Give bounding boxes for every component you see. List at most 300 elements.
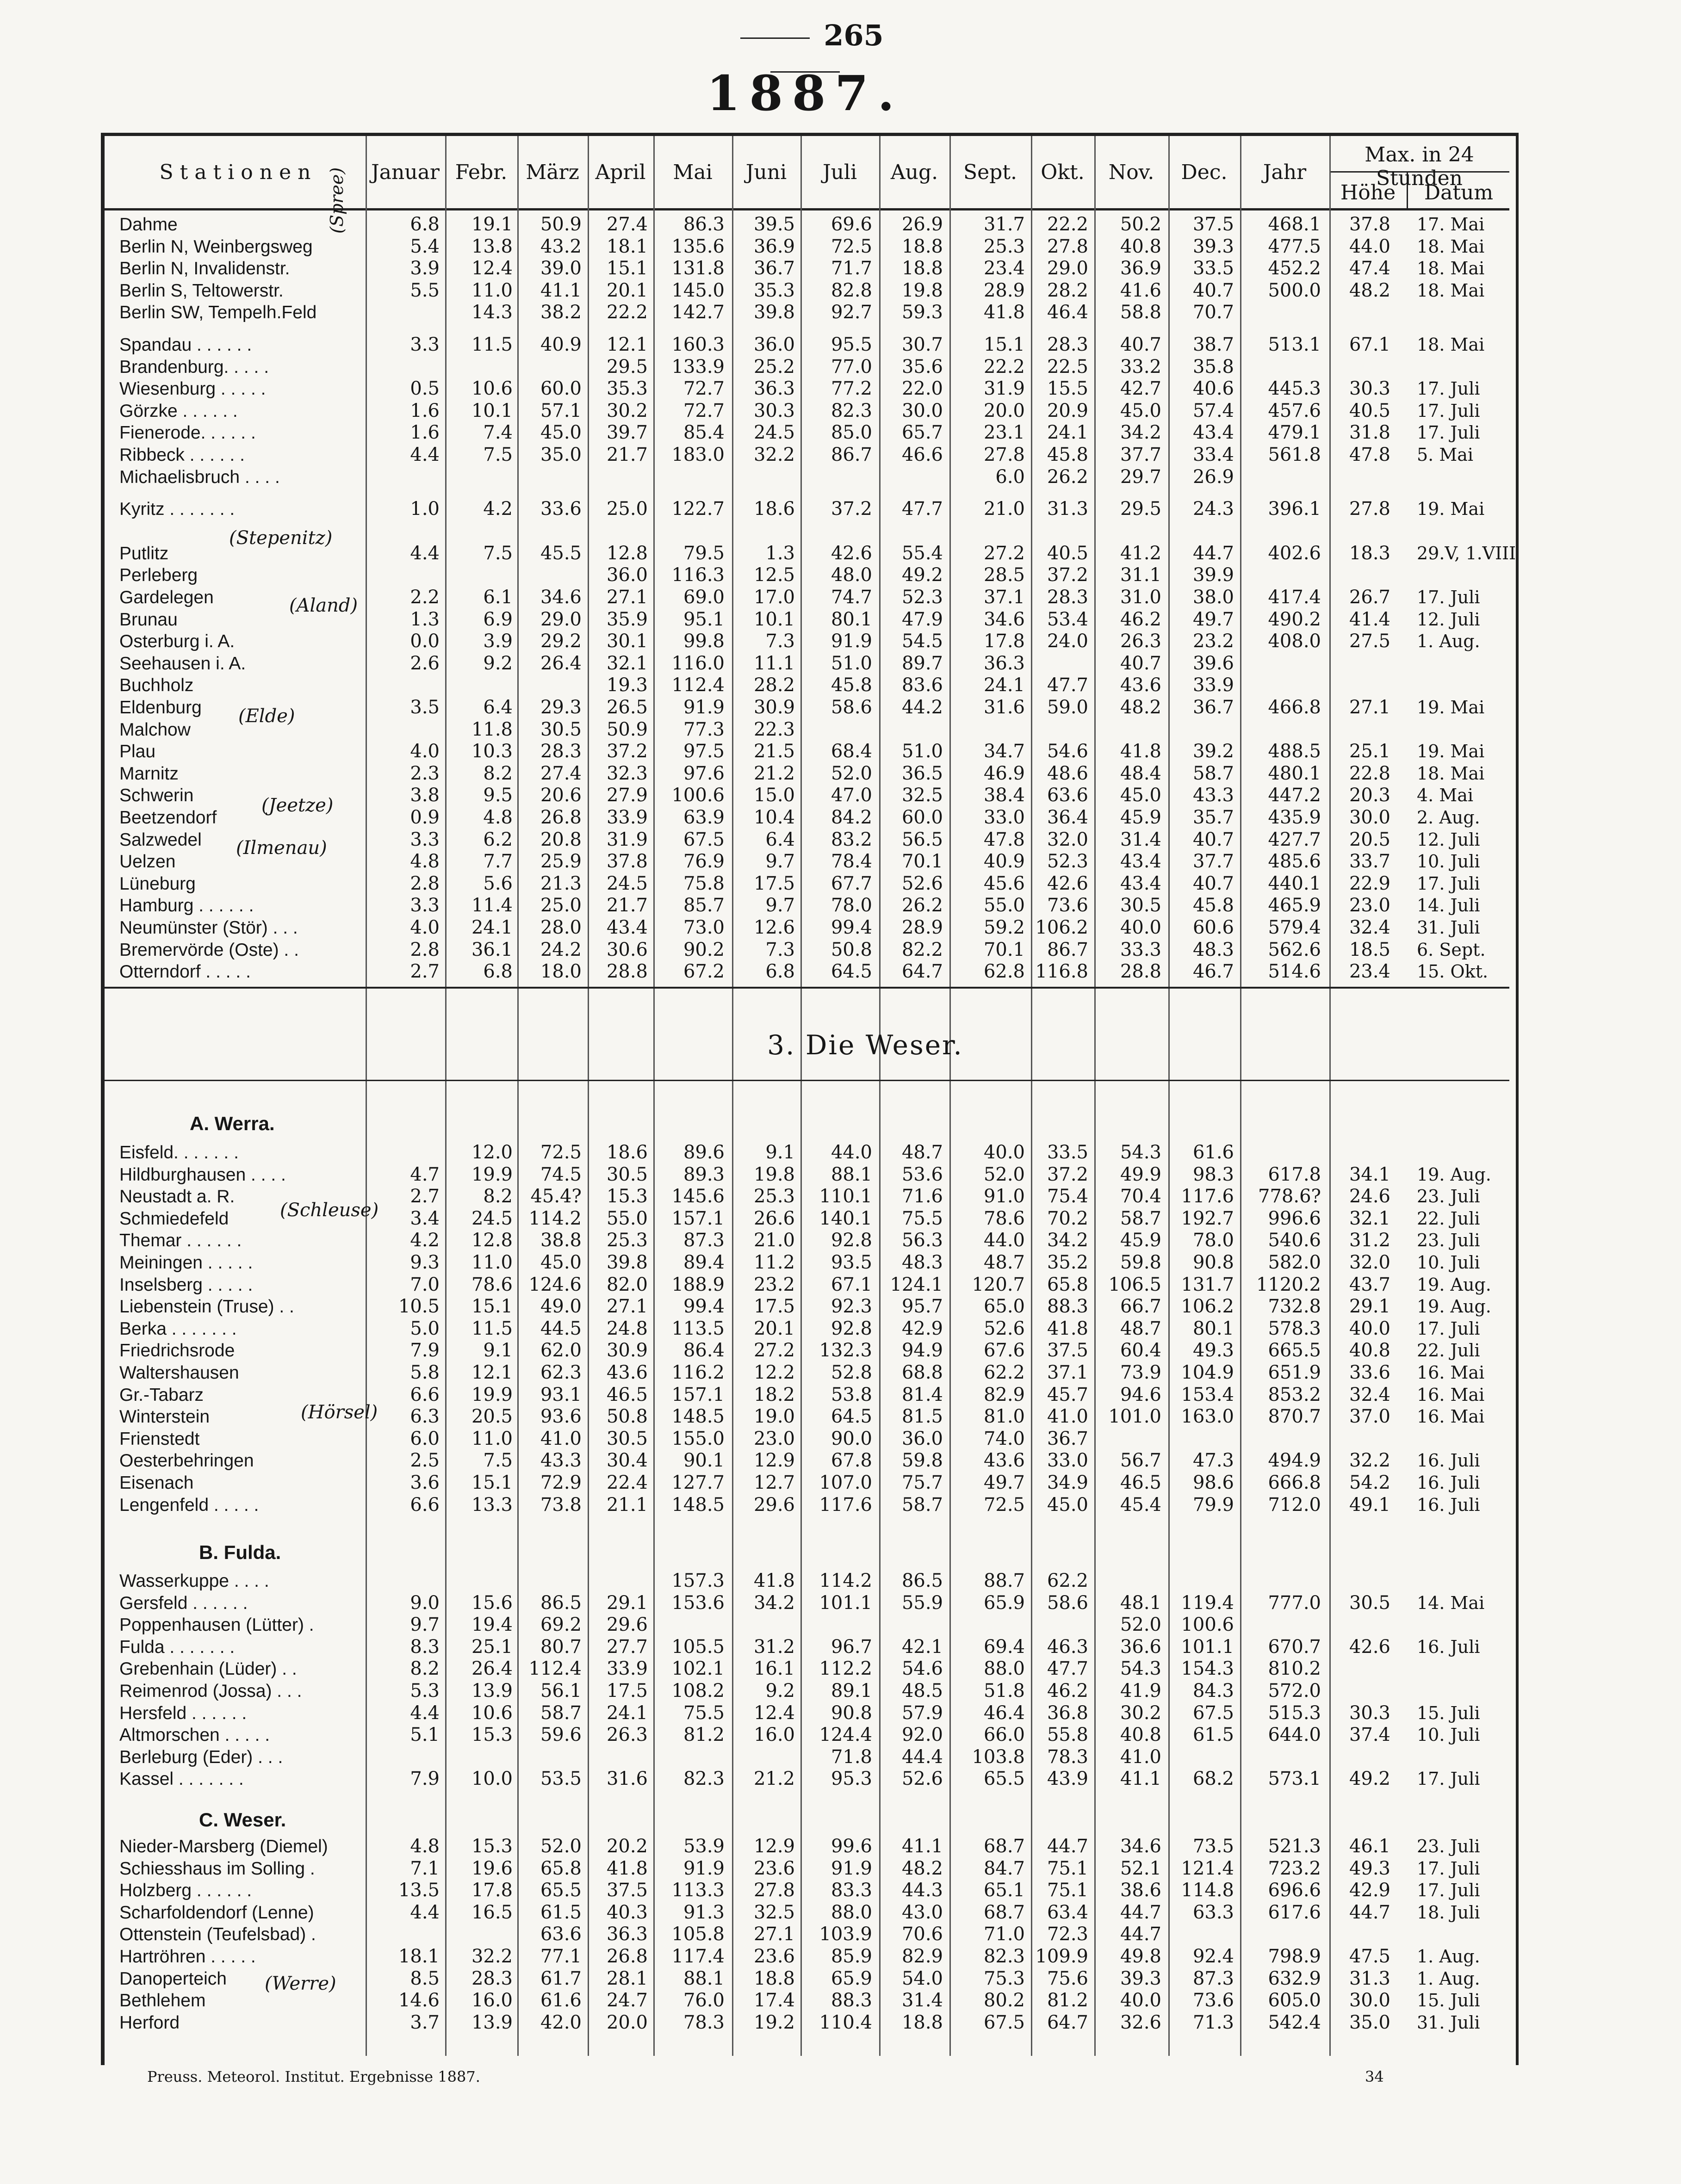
cell-value: 49.3 [1349, 1857, 1390, 1879]
cell-value: 49.2 [901, 564, 943, 586]
cell-value: 20.5 [1349, 829, 1390, 850]
cell-value: 120.7 [972, 1274, 1025, 1295]
cell-value: 81.2 [683, 1724, 725, 1746]
cell-value: 82.8 [831, 279, 872, 301]
table-row [0, 1746, 1681, 1768]
cell-value: 15. Okt. [1417, 961, 1489, 982]
header-month-11: Dec. [1181, 161, 1228, 184]
cell-value: 33.9 [1192, 674, 1234, 696]
cell-value: 114.2 [528, 1207, 582, 1229]
cell-value: 41.1 [901, 1836, 943, 1857]
cell-value: 42.1 [901, 1636, 943, 1658]
cell-value: 4.4 [410, 542, 440, 564]
cell-value: 68.7 [983, 1836, 1025, 1857]
cell-value: 853.2 [1268, 1384, 1321, 1405]
cell-value: 12. Juli [1417, 609, 1480, 630]
cell-value: 67.2 [683, 961, 725, 983]
cell-value: 59.8 [1120, 1252, 1161, 1273]
cell-value: 73.8 [540, 1494, 582, 1516]
cell-value: 85.4 [683, 422, 725, 444]
group-title-fulda: B. Fulda. [199, 1541, 281, 1563]
cell-value: 15.5 [1047, 378, 1088, 400]
cell-value: 49.8 [1120, 1946, 1161, 1967]
cell-value: 41.4 [1349, 608, 1390, 630]
cell-value: 18.3 [1349, 542, 1390, 564]
cell-value: 90.0 [831, 1428, 872, 1449]
cell-value: 52.0 [1120, 1614, 1161, 1636]
cell-value: 52.3 [901, 587, 943, 608]
cell-value: 53.4 [1047, 608, 1088, 630]
cell-value: 26.8 [606, 1946, 648, 1967]
cell-value: 9.7 [765, 895, 795, 916]
cell-value: 9.3 [410, 1252, 440, 1273]
header-month-2: März [526, 161, 579, 184]
cell-value: 53.5 [540, 1768, 582, 1790]
cell-value: 58.7 [901, 1494, 943, 1516]
cell-value: 47.7 [1047, 1658, 1088, 1680]
cell-value: 5.5 [410, 279, 440, 301]
cell-value: 16. Mai [1417, 1362, 1485, 1383]
cell-value: 37.1 [983, 587, 1025, 608]
cell-value: 63.3 [1192, 1901, 1234, 1923]
cell-value: 27.1 [753, 1924, 795, 1945]
cell-value: 148.5 [671, 1494, 725, 1516]
cell-value: 76.9 [683, 851, 725, 872]
cell-value: 12.1 [606, 334, 648, 355]
cell-value: 75.5 [683, 1702, 725, 1724]
cell-value: 113.3 [671, 1880, 725, 1901]
table-row [0, 1680, 1681, 1702]
cell-value: 41.2 [1120, 542, 1161, 564]
cell-value: 16. Mai [1417, 1406, 1485, 1427]
cell-value: 17. Juli [1417, 378, 1480, 399]
cell-value: 46.7 [1192, 961, 1234, 983]
cell-value: 48.2 [901, 1857, 943, 1879]
cell-value: 86.3 [683, 214, 725, 235]
cell-value: 18. Mai [1417, 258, 1485, 279]
cell-value: 7.3 [765, 631, 795, 652]
cell-value: 35.3 [753, 279, 795, 301]
cell-value: 21.7 [606, 444, 648, 465]
cell-value: 16. Juli [1417, 1450, 1480, 1471]
table-row [0, 1208, 1681, 1230]
table-row [0, 1768, 1681, 1790]
cell-value: 18. Mai [1417, 236, 1485, 257]
station-name: Themar . . . . . . [119, 1231, 242, 1251]
cell-value: 96.7 [831, 1636, 872, 1658]
cell-value: 50.8 [831, 939, 872, 960]
cell-value: 91.9 [683, 1857, 725, 1879]
cell-value: 20.1 [606, 279, 648, 301]
cell-value: 4.4 [410, 1702, 440, 1724]
cell-value: 14.6 [398, 1990, 440, 2011]
cell-value: 32.5 [753, 1901, 795, 1923]
cell-value: 40.7 [1192, 829, 1234, 850]
cell-value: 4.8 [483, 807, 513, 828]
cell-value: 26.4 [471, 1658, 513, 1680]
cell-value: 16.5 [471, 1901, 513, 1923]
cell-value: 70.6 [901, 1924, 943, 1945]
page-number: 265 [713, 19, 898, 86]
cell-value: 24.1 [983, 674, 1025, 696]
station-name: Lengenfeld . . . . . [119, 1495, 259, 1515]
cell-value: 21.0 [753, 1230, 795, 1251]
cell-value: 6.0 [995, 466, 1025, 488]
cell-value: 88.3 [831, 1990, 872, 2011]
cell-value: 7.1 [410, 1857, 440, 1879]
cell-value: 2.7 [410, 961, 440, 983]
cell-value: 43.6 [1120, 674, 1161, 696]
cell-value: 39.9 [1192, 564, 1234, 586]
station-name: Berlin SW, Tempelh.Feld [119, 303, 317, 323]
cell-value: 110.4 [819, 2011, 872, 2033]
cell-value: 22.3 [753, 718, 795, 740]
table-row [0, 674, 1681, 696]
cell-value: 83.6 [901, 674, 943, 696]
cell-value: 24.0 [1047, 631, 1088, 652]
cell-value: 24.5 [471, 1207, 513, 1229]
table-row [0, 1636, 1681, 1658]
river-label-spree: (Spree) [327, 167, 347, 234]
cell-value: 55.4 [901, 542, 943, 564]
table-row [0, 939, 1681, 961]
cell-value: 1.3 [410, 608, 440, 630]
cell-value: 40.5 [1047, 542, 1088, 564]
cell-value: 47.4 [1349, 258, 1390, 279]
cell-value: 75.7 [901, 1472, 943, 1493]
cell-value: 82.9 [901, 1946, 943, 1967]
cell-value: 29.5 [1120, 498, 1161, 520]
cell-value: 17.4 [753, 1990, 795, 2011]
cell-value: 23. Juli [1417, 1230, 1480, 1251]
cell-value: 13.8 [471, 235, 513, 257]
cell-value: 39.3 [1192, 235, 1234, 257]
cell-value: 4.2 [483, 498, 513, 520]
cell-value: 46.4 [1047, 302, 1088, 323]
cell-value: 29.0 [540, 608, 582, 630]
header-month-1: Febr. [455, 161, 508, 184]
cell-value: 65.9 [831, 1967, 872, 1989]
cell-value: 48.7 [901, 1142, 943, 1163]
cell-value: 20.0 [983, 400, 1025, 421]
cell-value: 36.6 [1120, 1636, 1161, 1658]
cell-value: 46.9 [983, 762, 1025, 784]
cell-value: 26.2 [1047, 466, 1088, 488]
cell-value: 723.2 [1268, 1857, 1321, 1879]
cell-value: 870.7 [1268, 1406, 1321, 1428]
cell-value: 88.1 [683, 1967, 725, 1989]
cell-value: 27.1 [1349, 697, 1390, 718]
cell-value: 712.0 [1268, 1494, 1321, 1516]
cell-value: 32.2 [753, 444, 795, 465]
station-name: Schiesshaus im Solling . [119, 1858, 315, 1879]
cell-value: 95.5 [831, 334, 872, 355]
cell-value: 82.2 [901, 939, 943, 960]
station-name: Brandenburg. . . . . [119, 357, 269, 377]
header-max: Max. in 24 Stunden [1365, 143, 1474, 190]
cell-value: 88.3 [1047, 1296, 1088, 1318]
table-row [0, 1858, 1681, 1880]
cell-value: 46.2 [1120, 608, 1161, 630]
cell-value: 41.8 [753, 1570, 795, 1591]
cell-value: 9.5 [483, 785, 513, 806]
cell-value: 5.4 [410, 235, 440, 257]
cell-value: 49.3 [1192, 1340, 1234, 1361]
cell-value: 31.6 [606, 1768, 648, 1790]
cell-value: 70.7 [1192, 302, 1234, 323]
station-name: Kyritz . . . . . . . [119, 499, 235, 520]
cell-value: 41.0 [1047, 1406, 1088, 1428]
year-title: 1887. [707, 65, 904, 122]
cell-value: 155.0 [671, 1428, 725, 1449]
cell-value: 514.6 [1268, 961, 1321, 983]
cell-value: 26.3 [1120, 631, 1161, 652]
cell-value: 68.7 [983, 1901, 1025, 1923]
cell-value: 58.7 [1120, 1207, 1161, 1229]
cell-value: 617.6 [1268, 1901, 1321, 1923]
station-name: Bremervörde (Oste) . . [119, 940, 299, 960]
cell-value: 11.4 [471, 895, 513, 916]
cell-value: 34.9 [1047, 1472, 1088, 1493]
cell-value: 36.0 [901, 1428, 943, 1449]
cell-value: 16.1 [753, 1658, 795, 1680]
cell-value: 25.3 [983, 235, 1025, 257]
cell-value: 95.7 [901, 1296, 943, 1318]
cell-value: 36.0 [753, 334, 795, 355]
cell-value: 26.9 [901, 214, 943, 235]
cell-value: 117.6 [819, 1494, 872, 1516]
cell-value: 53.8 [831, 1384, 872, 1405]
cell-value: 445.3 [1268, 378, 1321, 400]
cell-value: 644.0 [1268, 1724, 1321, 1746]
cell-value: 17.5 [606, 1680, 648, 1701]
cell-value: 6.9 [483, 608, 513, 630]
cell-value: 996.6 [1268, 1207, 1321, 1229]
cell-value: 46.4 [983, 1702, 1025, 1724]
cell-value: 573.1 [1268, 1768, 1321, 1790]
cell-value: 42.9 [1349, 1880, 1390, 1901]
cell-value: 12.5 [753, 564, 795, 586]
cell-value: 435.9 [1268, 807, 1321, 828]
cell-value: 10.0 [471, 1768, 513, 1790]
station-name: Oesterbehringen [119, 1451, 254, 1471]
cell-value: 27.8 [753, 1880, 795, 1901]
group-title-werra: A. Werra. [190, 1113, 275, 1134]
cell-value: 11.0 [471, 279, 513, 301]
cell-value: 12.4 [471, 258, 513, 279]
cell-value: 810.2 [1268, 1658, 1321, 1680]
cell-value: 36.8 [1047, 1702, 1088, 1724]
station-name: Winterstein [119, 1407, 210, 1427]
cell-value: 10.6 [471, 378, 513, 400]
station-name: Neumünster (Stör) . . . [119, 918, 298, 938]
cell-value: 31.2 [753, 1636, 795, 1658]
cell-value: 19. Mai [1417, 741, 1485, 762]
station-name: Ribbeck . . . . . . [119, 445, 245, 465]
table-row [0, 422, 1681, 444]
cell-value: 101.0 [1108, 1406, 1161, 1428]
cell-value: 30.9 [606, 1340, 648, 1361]
cell-value: 82.3 [983, 1946, 1025, 1967]
cell-value: 35.0 [540, 444, 582, 465]
cell-value: 32.4 [1349, 917, 1390, 938]
cell-value: 7.4 [483, 422, 513, 444]
cell-value: 33.0 [983, 807, 1025, 828]
cell-value: 47.5 [1349, 1946, 1390, 1967]
cell-value: 58.7 [1192, 762, 1234, 784]
cell-value: 97.6 [683, 762, 725, 784]
cell-value: 22.2 [983, 356, 1025, 377]
cell-value: 41.0 [540, 1428, 582, 1449]
cell-value: 43.0 [901, 1901, 943, 1923]
cell-value: 22. Juli [1417, 1340, 1480, 1361]
cell-value: 26.4 [540, 652, 582, 674]
cell-value: 51.0 [901, 741, 943, 762]
cell-value: 20.8 [540, 829, 582, 850]
cell-value: 106.2 [1035, 917, 1088, 938]
cell-value: 114.8 [1181, 1880, 1234, 1901]
cell-value: 27.8 [983, 444, 1025, 465]
cell-value: 26.8 [540, 807, 582, 828]
table-row [0, 1142, 1681, 1163]
cell-value: 16.0 [753, 1724, 795, 1746]
station-name: Neustadt a. R. [119, 1187, 235, 1207]
cell-value: 427.7 [1268, 829, 1321, 850]
cell-value: 16.0 [471, 1990, 513, 2011]
cell-value: 67.6 [983, 1340, 1025, 1361]
cell-value: 732.8 [1268, 1296, 1321, 1318]
cell-value: 47.0 [831, 785, 872, 806]
cell-value: 38.4 [983, 785, 1025, 806]
cell-value: 33.2 [1120, 356, 1161, 377]
cell-value: 19.9 [471, 1384, 513, 1405]
station-name: Reimenrod (Jossa) . . . [119, 1681, 302, 1701]
cell-value: 28.2 [1047, 279, 1088, 301]
cell-value: 117.4 [671, 1946, 725, 1967]
cell-value: 45.9 [1120, 807, 1161, 828]
cell-value: 47.7 [901, 498, 943, 520]
cell-value: 27.8 [1349, 498, 1390, 520]
cell-value: 18.2 [753, 1384, 795, 1405]
cell-value: 30.7 [901, 334, 943, 355]
cell-value: 48.5 [901, 1680, 943, 1701]
cell-value: 41.8 [606, 1857, 648, 1879]
cell-value: 32.3 [606, 762, 648, 784]
cell-value: 30.3 [753, 400, 795, 421]
cell-value: 22.8 [1349, 762, 1390, 784]
cell-value: 20.0 [606, 2011, 648, 2033]
cell-value: 82.3 [831, 400, 872, 421]
table-row [0, 1880, 1681, 1901]
cell-value: 21.3 [540, 872, 582, 894]
cell-value: 35.7 [1192, 807, 1234, 828]
cell-value: 90.8 [1192, 1252, 1234, 1273]
cell-value: 65.1 [983, 1880, 1025, 1901]
cell-value: 63.4 [1047, 1901, 1088, 1923]
cell-value: 36.4 [1047, 807, 1088, 828]
cell-value: 10. Juli [1417, 1252, 1480, 1273]
cell-value: 27.4 [606, 214, 648, 235]
cell-value: 24.3 [1192, 498, 1234, 520]
cell-value: 25.2 [753, 356, 795, 377]
cell-value: 21.5 [753, 741, 795, 762]
cell-value: 27.1 [606, 1296, 648, 1318]
cell-value: 75.3 [983, 1967, 1025, 1989]
cell-value: 59.8 [901, 1450, 943, 1472]
cell-value: 37.5 [606, 1880, 648, 1901]
cell-value: 44.0 [1349, 235, 1390, 257]
cell-value: 36.9 [753, 235, 795, 257]
cell-value: 3.8 [410, 785, 440, 806]
cell-value: 127.7 [671, 1472, 725, 1493]
cell-value: 17.5 [753, 1296, 795, 1318]
cell-value: 61.6 [1192, 1142, 1234, 1163]
cell-value: 44.7 [1120, 1924, 1161, 1945]
cell-value: 513.1 [1268, 334, 1321, 355]
cell-value: 8.2 [410, 1658, 440, 1680]
cell-value: 84.3 [1192, 1680, 1234, 1701]
station-name: Brunau [119, 609, 178, 630]
cell-value: 7.0 [410, 1274, 440, 1295]
cell-value: 40.9 [540, 334, 582, 355]
cell-value: 30.0 [901, 400, 943, 421]
cell-value: 19. Aug. [1417, 1164, 1491, 1185]
cell-value: 3.4 [410, 1207, 440, 1229]
cell-value: 20.5 [471, 1406, 513, 1428]
cell-value: 52.0 [983, 1163, 1025, 1185]
river-label-aland: (Aland) [289, 595, 358, 616]
cell-value: 52.6 [901, 1768, 943, 1790]
cell-value: 29.V, 1.VIII [1417, 543, 1516, 563]
cell-value: 86.5 [540, 1592, 582, 1614]
cell-value: 43.2 [540, 235, 582, 257]
cell-value: 91.0 [983, 1186, 1025, 1207]
cell-value: 27.4 [540, 762, 582, 784]
cell-value: 59.6 [540, 1724, 582, 1746]
cell-value: 91.9 [831, 1857, 872, 1879]
cell-value: 39.3 [1120, 1967, 1161, 1989]
cell-value: 65.0 [983, 1296, 1025, 1318]
cell-value: 10.1 [753, 608, 795, 630]
cell-value: 35.6 [901, 356, 943, 377]
table-row [0, 2012, 1681, 2034]
cell-value: 4. Mai [1417, 785, 1474, 806]
cell-value: 94.6 [1120, 1384, 1161, 1405]
cell-value: 29.6 [606, 1614, 648, 1636]
cell-value: 30.3 [1349, 378, 1390, 400]
cell-value: 24.8 [606, 1318, 648, 1339]
cell-value: 15.1 [983, 334, 1025, 355]
cell-value: 37.0 [1349, 1406, 1390, 1428]
cell-value: 55.0 [983, 895, 1025, 916]
cell-value: 73.5 [1192, 1836, 1234, 1857]
cell-value: 124.6 [528, 1274, 582, 1295]
cell-value: 83.2 [831, 829, 872, 850]
cell-value: 24.6 [1349, 1186, 1390, 1207]
cell-value: 40.5 [1349, 400, 1390, 421]
cell-value: 80.2 [983, 1990, 1025, 2011]
cell-value: 2.8 [410, 872, 440, 894]
cell-value: 48.4 [1120, 762, 1161, 784]
cell-value: 48.3 [901, 1252, 943, 1273]
cell-value: 2.2 [410, 587, 440, 608]
cell-value: 71.6 [901, 1186, 943, 1207]
cell-value: 31.9 [983, 378, 1025, 400]
cell-value: 20.6 [540, 785, 582, 806]
cell-value: 4.4 [410, 1901, 440, 1923]
cell-value: 45.8 [831, 674, 872, 696]
cell-value: 80.1 [1192, 1318, 1234, 1339]
